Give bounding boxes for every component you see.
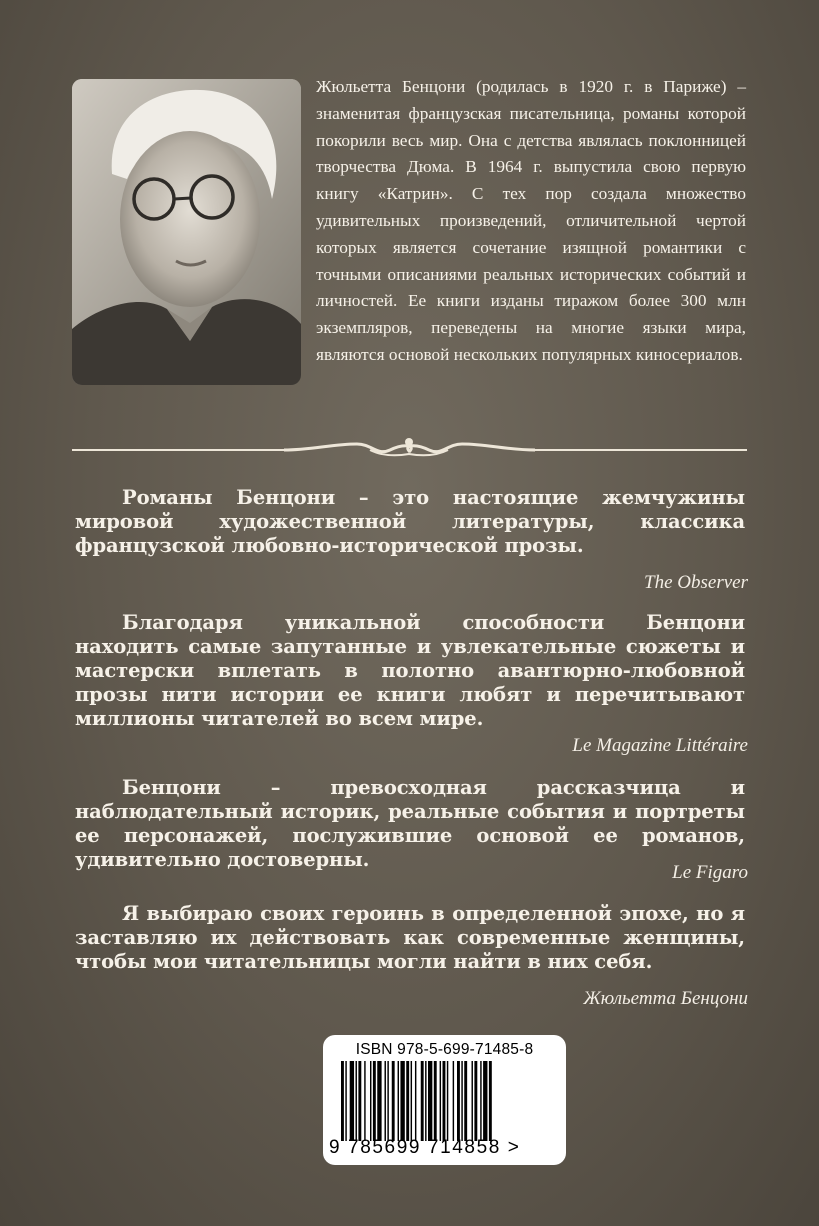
review-source-1: The Observer bbox=[644, 572, 748, 593]
review-source-3: Le Figaro bbox=[672, 862, 748, 883]
review-quote-3: Бенцони – превосходная рассказчица и наблюдательный историк, реальные события и портреты ее персонажей, послужившие основой ее романов, удивительно достоверны. bbox=[75, 776, 745, 871]
ornamental-divider bbox=[72, 432, 747, 462]
barcode-bars bbox=[341, 1061, 549, 1141]
isbn-barcode bbox=[323, 1035, 566, 1165]
review-quote-2: Благодаря уникальной способности Бенцони находить самые запутанные и увлекательные сюжеты и мастерски вплетать в полотно авантюрно-любовной прозы нити истории ее книги любят и перечитывают миллионы читателей во всем мире. bbox=[75, 611, 745, 730]
author-quote-source: Жюльетта Бенцони bbox=[583, 988, 748, 1009]
author-biography: Жюльетта Бенцони (родилась в 1920 г. в Париже) – знаменитая французская писательница, романы которой покорили весь мир. Она с детства являлась поклонницей творчества Дюма. В 1964 г. выпустила свою первую книгу «Катрин». С тех пор создала множество удивительных произведений, отличительной чертой которых является сочетание изящной романтики с точными описаниями реальных исторических событий и личностей. Ее книги изданы тиражом более 300 млн экземпляров, переведены на многие языки мира, являются основой нескольких популярных киносериалов. bbox=[316, 77, 746, 364]
isbn-label: ISBN 978-5-699-71485-8 bbox=[355, 1041, 534, 1058]
review-quote-1: Романы Бенцони – это настоящие жемчужины мировой художественной литературы, классика французской любовно-исторической прозы. bbox=[75, 486, 745, 557]
author-quote: Я выбираю своих героинь в определенной эпохе, но я заставляю их действовать как современные женщины, чтобы мои читательницы могли найти в них себя. bbox=[75, 902, 745, 973]
review-source-2: Le Magazine Littéraire bbox=[572, 735, 748, 756]
barcode-digits: 9 785699 714858 > bbox=[329, 1137, 521, 1158]
author-portrait bbox=[72, 79, 301, 385]
